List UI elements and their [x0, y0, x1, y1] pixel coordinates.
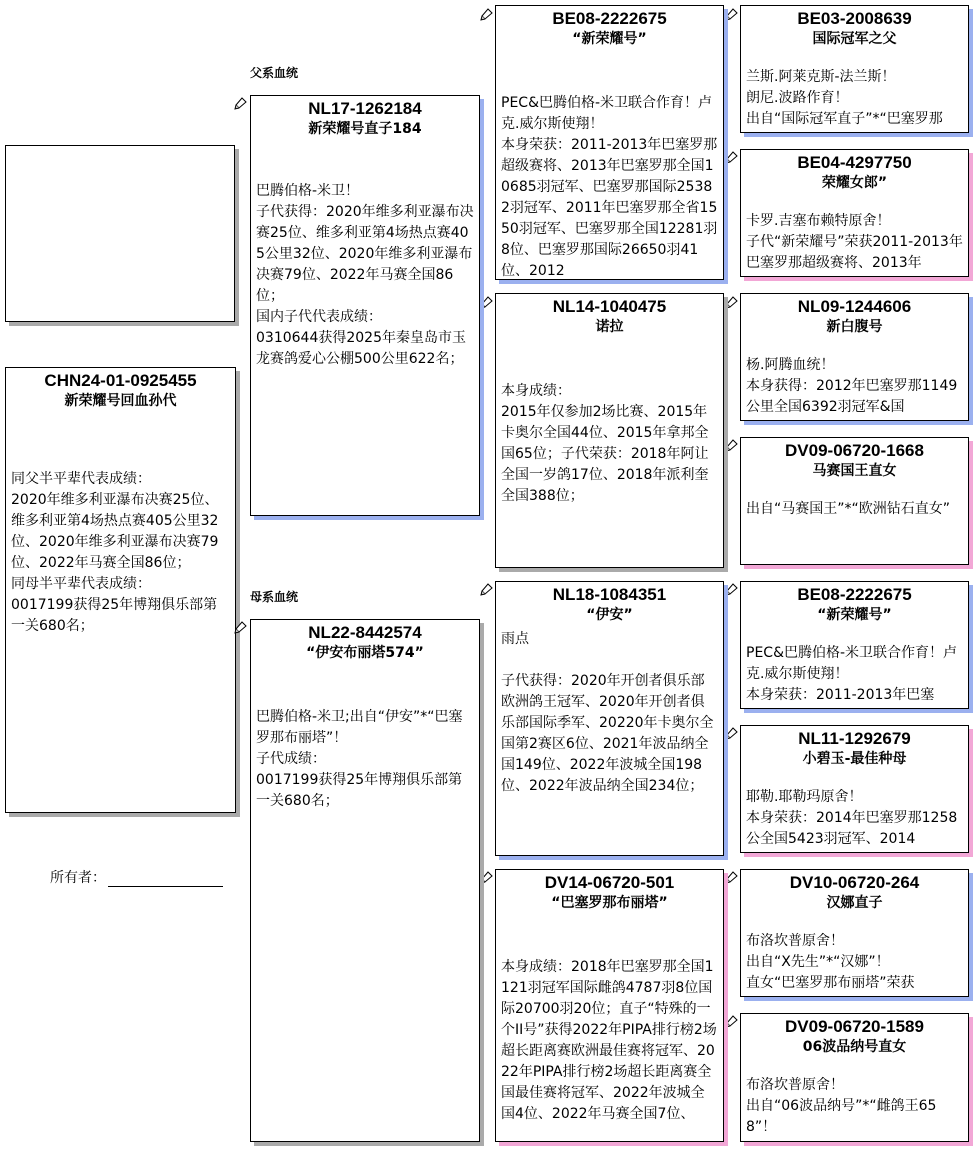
edit-pen-icon[interactable] [725, 438, 739, 452]
photo-frame [5, 145, 235, 322]
dds-card[interactable] [740, 869, 969, 997]
dsd-ring-number: NL11-1292679 [798, 729, 911, 748]
dss-name: “新荣耀号” [817, 607, 892, 623]
sdd-name: 马赛国王直女 [812, 463, 897, 479]
sss-ring-number: BE03-2008639 [797, 9, 912, 28]
subject-name: 新荣耀号回血孙代 [64, 393, 177, 409]
edit-pen-icon[interactable] [480, 7, 494, 21]
owner-field [50, 867, 223, 887]
dam-ring-number: NL22-8442574 [308, 623, 422, 642]
dam-dam-card[interactable] [495, 869, 724, 1142]
dds-ring-number: DV10-06720-264 [789, 873, 920, 892]
dsd-name: 小碧玉-最佳种母 [802, 751, 907, 767]
sds-name: 新白腹号 [826, 319, 883, 335]
dam-dam-ring-number: DV14-06720-501 [544, 873, 675, 892]
dam-line-label: 母系血统 [250, 590, 299, 604]
sire-name: 新荣耀号直子184 [308, 121, 422, 137]
dam-name: “伊安布丽塔574” [306, 645, 424, 661]
dss-card[interactable] [740, 581, 969, 709]
subject-ring-number: CHN24-01-0925455 [44, 371, 197, 390]
sire-notes: 巴腾伯格-米卫！ 子代获得：2020年维多利亚瀑布决赛25位、维多利亚第4场热点赛405公里32位、2020年维多利亚瀑布决赛79位、2022年马赛全国86位； 国内子代代表成绩： 0310644获得2025年秦皇岛市玉龙赛鸽爱心公棚500公里622名； [256, 183, 474, 367]
dam-sire-name: “伊安” [586, 607, 633, 623]
edit-pen-icon[interactable] [234, 620, 248, 634]
dsd-notes: 耶勒.耶勒玛原舍！ 本身荣获：2014年巴塞罗那1258公全国5423羽冠军、2014 [746, 789, 958, 847]
ssd-ring-number: BE04-4297750 [797, 153, 912, 172]
ddd-notes: 布洛坎普原舍！ 出自“06波品纳号”*“雌鸽王658”！ [746, 1077, 937, 1135]
sss-name: 国际冠军之父 [812, 31, 897, 47]
edit-pen-icon[interactable] [725, 1014, 739, 1028]
dam-notes: 巴腾伯格-米卫;出自“伊安”*“巴塞罗那布丽塔”！ 子代成绩： 0017199获得25年博翔俱乐部第一关680名； [256, 709, 463, 809]
dam-dam-name: “巴塞罗那布丽塔” [551, 895, 668, 911]
dsd-card[interactable] [740, 725, 969, 853]
dam-sire-card[interactable] [495, 581, 724, 856]
sire-sire-ring-number: BE08-2222675 [552, 9, 667, 28]
owner-blank-line[interactable] [108, 872, 223, 887]
sire-card[interactable] [250, 95, 480, 516]
edit-pen-icon[interactable] [480, 295, 494, 309]
sire-dam-notes: 本身成绩： 2015年仅参加2场比赛、2015年卡奥尔全国44位、2015年拿邦全国65位；子代荣获：2018年阿让全国一岁鸽17位、2018年派利奎全国388位； [501, 383, 709, 504]
sire-dam-ring-number: NL14-1040475 [552, 297, 667, 316]
edit-pen-icon[interactable] [234, 96, 248, 110]
sds-ring-number: NL09-1244606 [797, 297, 912, 316]
ddd-ring-number: DV09-06720-1589 [785, 1017, 924, 1036]
edit-pen-icon[interactable] [725, 870, 739, 884]
edit-pen-icon[interactable] [725, 582, 739, 596]
sire-dam-name: 诺拉 [595, 319, 624, 335]
dam-dam-notes: 本身成绩：2018年巴塞罗那全国1121羽冠军国际雌鸽4787羽8位国际20700羽20位；直子“特殊的一个II号”获得2022年PIPA排行榜2场超长距离赛欧洲最佳赛将冠军、2022年PIPA排行榜2场超长距离赛全国最佳赛将冠军、2022年波城全国4位、2022年马赛全国7位、 [501, 959, 717, 1122]
ssd-notes: 卡罗.吉塞布赖特原舍！ 子代“新荣耀号”荣获2011-2013年巴塞罗那超级赛将、2013年 [746, 213, 963, 271]
sss-card[interactable] [740, 5, 969, 133]
edit-pen-icon[interactable] [725, 150, 739, 164]
sire-ring-number: NL17-1262184 [308, 99, 422, 118]
dds-name: 汉娜直子 [826, 895, 883, 911]
ssd-name: 荣耀女郎” [821, 175, 888, 191]
dds-notes: 布洛坎普原舍！ 出自“X先生”*“汉娜”！ 直女“巴塞罗那布丽塔”荣获 [746, 933, 915, 991]
edit-pen-icon[interactable] [725, 726, 739, 740]
sdd-notes: 出自“马赛国王”*“欧洲钻石直女” [746, 501, 951, 517]
sds-notes: 杨.阿腾血统！ 本身获得：2012年巴塞罗那1149公里全国6392羽冠军&国 [746, 357, 958, 415]
dam-sire-ring-number: NL18-1084351 [552, 585, 667, 604]
ddd-card[interactable] [740, 1013, 969, 1142]
sire-line-label: 父系血统 [250, 66, 299, 80]
sire-dam-card[interactable] [495, 293, 724, 568]
sire-sire-card[interactable] [495, 5, 724, 280]
edit-pen-icon[interactable] [725, 295, 739, 309]
owner-label: 所有者： [50, 870, 106, 886]
ddd-name: 06波品纳号直女 [802, 1039, 907, 1055]
dss-ring-number: BE08-2222675 [797, 585, 912, 604]
sdd-ring-number: DV09-06720-1668 [785, 441, 924, 460]
sire-sire-name: “新荣耀号” [572, 31, 647, 47]
sss-notes: 兰斯.阿莱克斯-法兰斯！ 朗尼.波路作育！ 出自“国际冠军直子”*“巴塞罗那 [746, 69, 943, 127]
edit-pen-icon[interactable] [480, 870, 494, 884]
sire-sire-notes: PEC&巴腾伯格-米卫联合作育！卢克.威尔斯使翔！ 本身荣获：2011-2013年巴塞罗那超级赛将、2013年巴塞罗那全国10685羽冠军、巴塞罗那国际25382羽冠军、2011年巴塞罗那全省1550羽冠军、巴塞罗那全国12281羽8位、巴塞罗那国际26650羽41位、2012 [501, 95, 718, 279]
dam-sire-notes: 雨点 子代获得：2020年开创者俱乐部欧洲鸽王冠军、2020年开创者俱乐部国际季军、20220年卡奥尔全国第2赛区6位、2021年波品纳全国149位、2022年波城全国198位、2022年波品纳全国234位； [501, 631, 714, 794]
subject-notes: 同父半平辈代表成绩： 2020年维多利亚瀑布决赛25位、维多利亚第4场热点赛405公里32位、2020年维多利亚瀑布决赛79位、2022年马赛全国86位； 同母半平辈代表成绩： 0017199获得25年博翔俱乐部第一关680名； [11, 471, 219, 634]
dam-card[interactable] [250, 619, 480, 1142]
subject-card [5, 367, 236, 813]
sdd-card[interactable] [740, 437, 969, 565]
sds-card[interactable] [740, 293, 969, 421]
ssd-card[interactable] [740, 149, 969, 277]
edit-pen-icon[interactable] [480, 582, 494, 596]
dss-notes: PEC&巴腾伯格-米卫联合作育！卢克.威尔斯使翔！ 本身荣获：2011-2013年巴塞 [746, 645, 958, 703]
edit-pen-icon[interactable] [725, 7, 739, 21]
